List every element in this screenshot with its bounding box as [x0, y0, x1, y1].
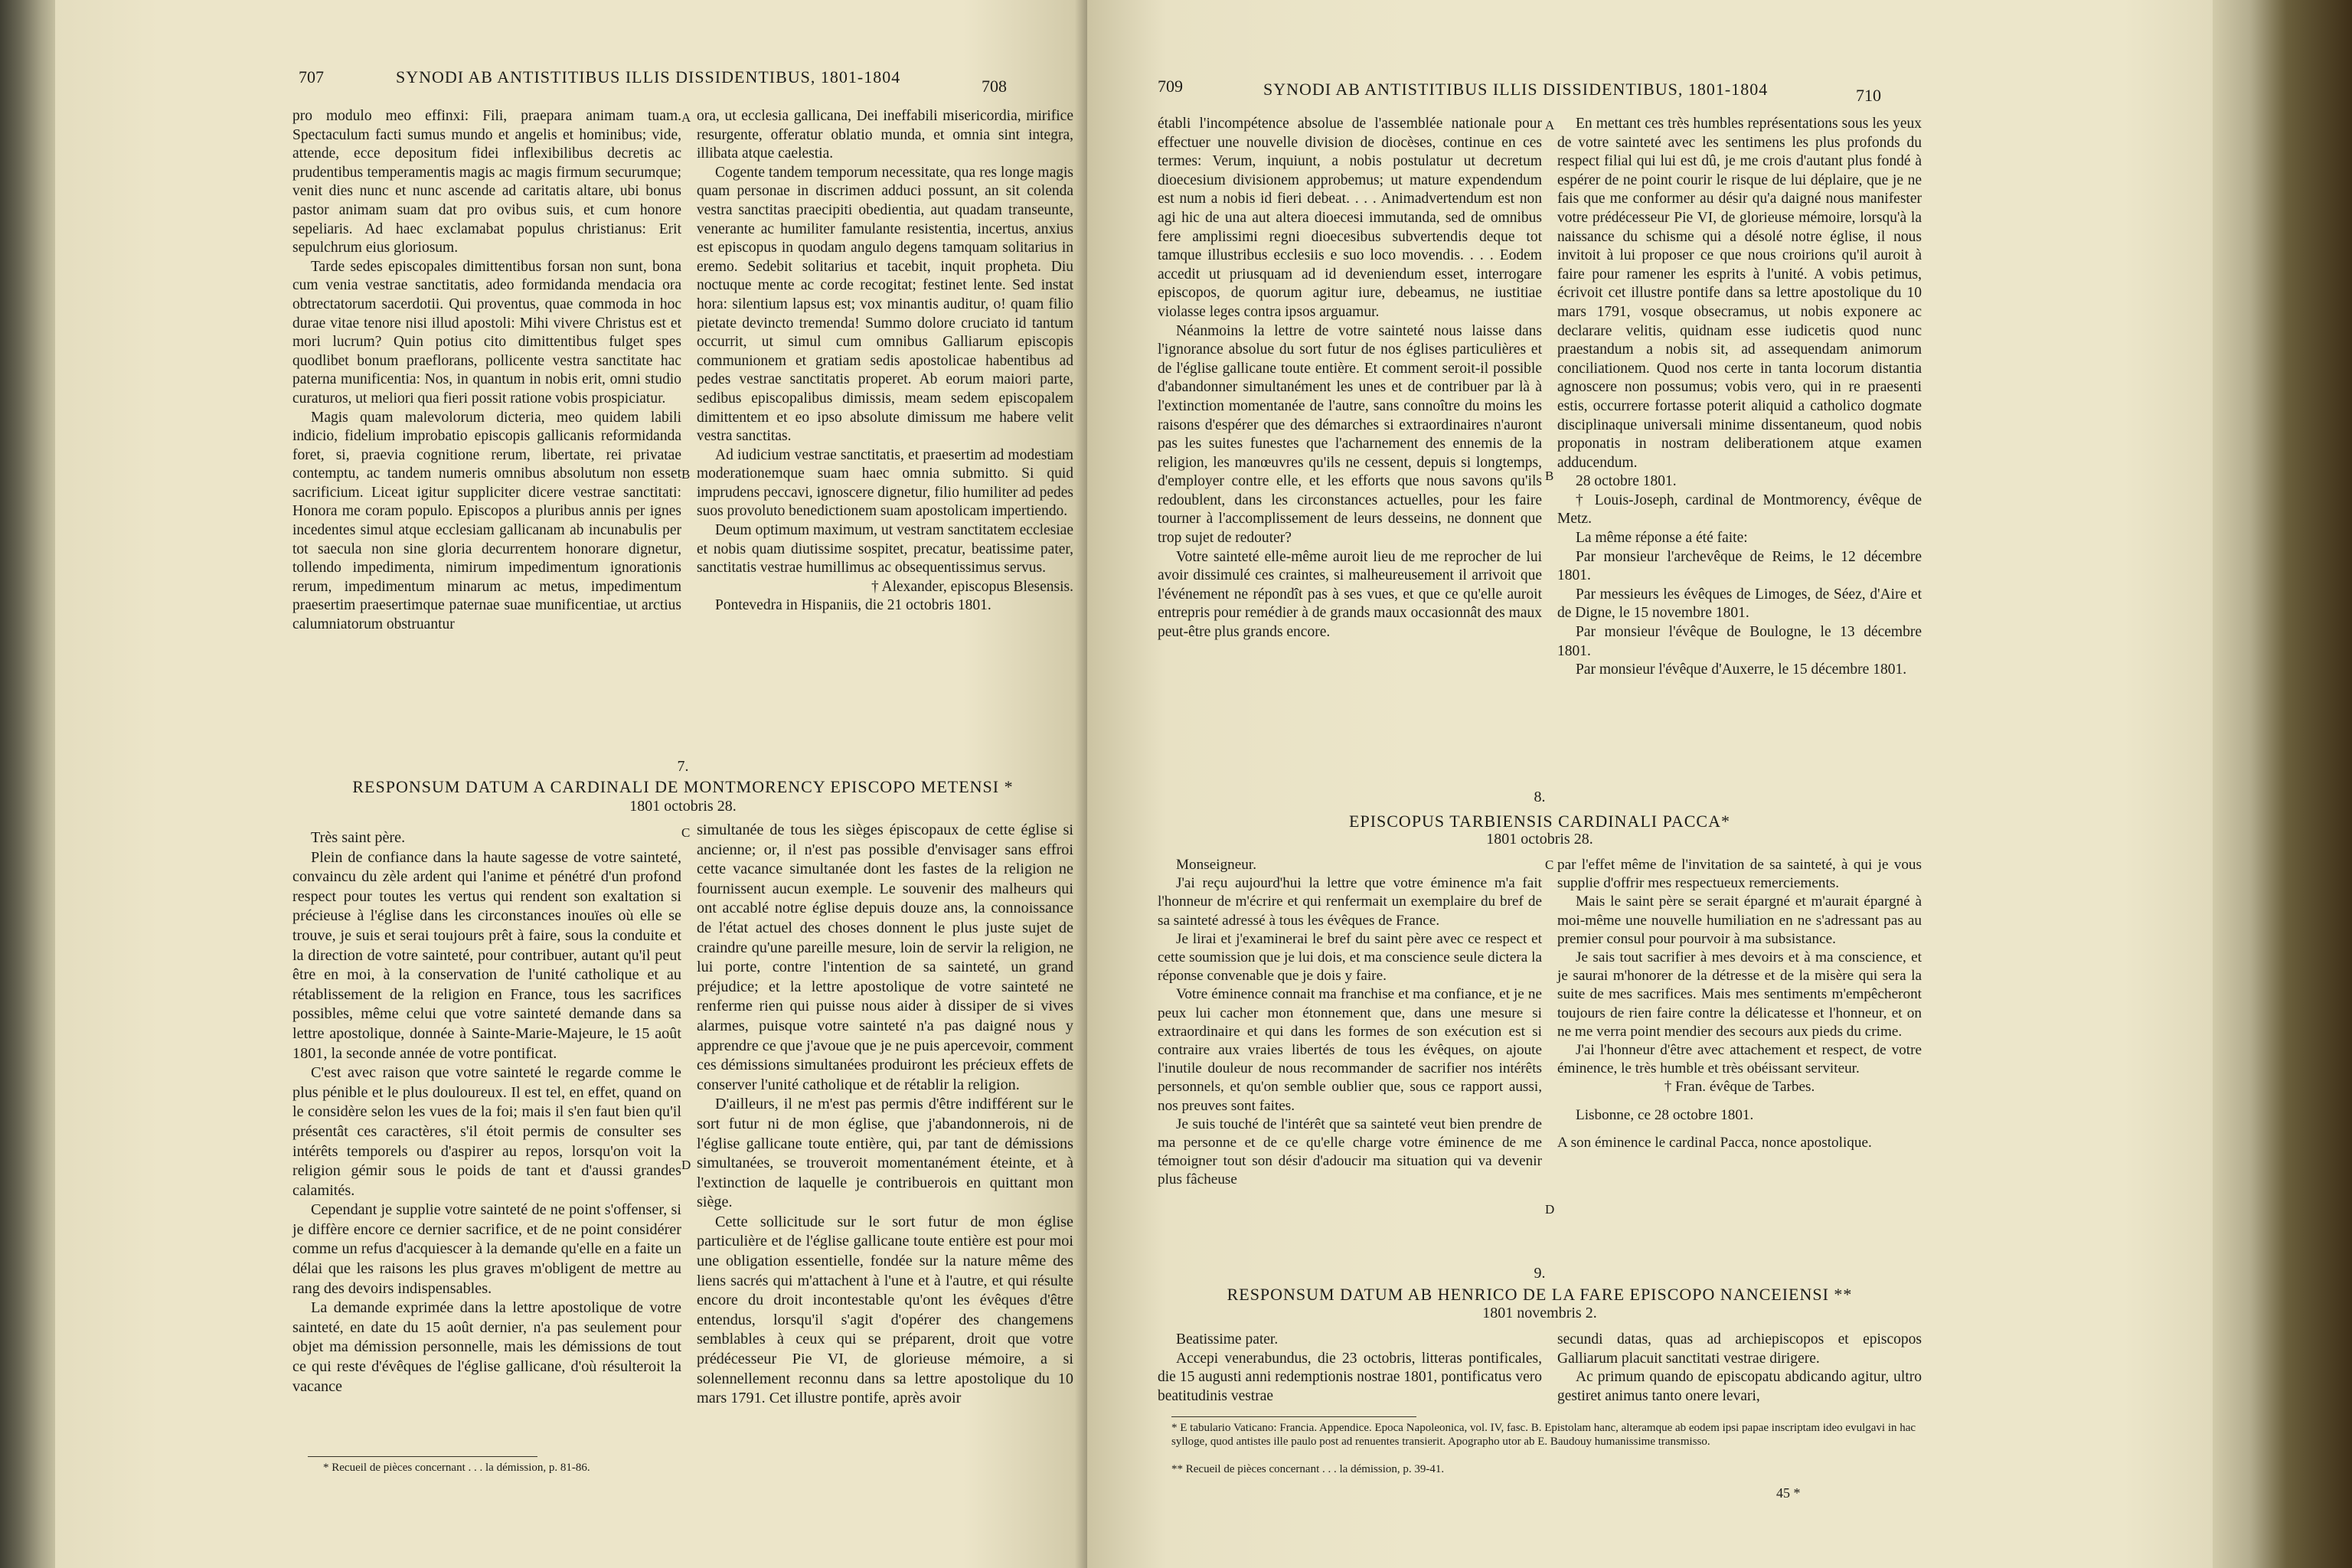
paragraph: Je lirai et j'examinerai le bref du saint père avec ce respect et cette soumission que je lui dois, et ma conscience seule dictera la réponse convenable que je dois y faire. [1158, 930, 1542, 985]
paragraph: Votre éminence connait ma franchise et ma confiance, et je ne peux lui cacher mon étonnement que, dans une mesure si extraordinaire et qui dans les formes de son exécution est si contraire aux vraies libertés de tous les évêques, on ajoute l'inutile douleur de nous recommander de sacrifier nos intérêts personnels, et qu'on semble oublier que, sous ce rapport aussi, nos preuves sont faites. [1158, 986, 1542, 1114]
paragraph: secundi datas, quas ad archiepiscopos et episcopos Galliarum placuit sanctitati vestrae dirigere. [1557, 1331, 1922, 1367]
signature: † Louis-Joseph, cardinal de Montmorency, évêque de Metz. [1557, 492, 1922, 528]
paragraph: J'ai l'honneur d'être avec attachement et respect, de votre éminence, le très humble et très obéissant serviteur. [1557, 1042, 1922, 1077]
right-page [1087, 0, 2213, 1568]
paragraph: Mais le saint père se serait épargné et m'aurait épargné à moi-même une nouvelle humiliation en ne s'adressant pas au premier consul pour pourvoir à ma subsistance. [1557, 893, 1922, 947]
salutation: Très saint père. [311, 829, 406, 846]
paragraph: Accepi venerabundus, die 23 octobris, litteras pontificales, die 15 augusti anni redemptionis nostrae 1801, pontificatus vero beatitudinis vestrae [1158, 1350, 1542, 1404]
margin-marker-a: A [681, 110, 691, 125]
document-title-9: RESPONSUM DATUM AB HENRICO DE LA FARE EPISCOPO NANCEIENSI ** [1227, 1285, 1853, 1304]
paragraph: Deum optimum maximum, ut vestram sanctitatem ecclesiae et nobis quam diutissime sospitet, precatur, beatissime pater, sanctitatis vestrae humillimus ac obsequentissimus servus. [697, 522, 1073, 577]
paragraph: simultanée de tous les sièges épiscopaux de cette église si ancienne; or, il n'est pas possible d'envisager sans effroi cette vacance simultanée dont les fastes de la religion ne fournissent aucun exemple. Le souvenir des malheurs qui ont accablé notre église depuis douze ans, la connoissance de l'état actuel des choses donnent le plus juste sujet de craindre qu'une pareille mesure, loin de servir la religion, ne lui porte, contre l'intention de sa sainteté, un grand préjudice; et la lettre apostolique de votre sainteté ne renferme rien qui puisse nous aider à dissiper de si vives alarmes, puisque votre sainteté n'a pas daigné nous y apprendre ce que j'avoue que je ne puis apercevoir, comment ces démissions simultanées produiront les précieux effets de conserver l'unité catholique et de rétablir la religion. [697, 822, 1073, 1093]
right-column-3 [1158, 856, 1542, 1190]
running-header-right: SYNODI AB ANTISTITIBUS ILLIS DISSIDENTIBUS, 1801-1804 [1263, 80, 1769, 99]
right-column-1 [1158, 115, 1542, 642]
left-column-2 [697, 107, 1073, 616]
paragraph: Tarde sedes episcopales dimittentibus forsan non sunt, bona cum venia vestrae sanctitatis, adeo formidanda mendacia ora obtrectatorum sacerdotii. Qui proventus, quae commoda in hoc durae vitae tenore nisi illud apostoli: Mihi vivere Christus est et mori lucrum? Quin potius cito dimittentibus fulget spes quodlibet bonum praeflorans, pollicente vestra sanctitate hac paterna munificentia: Nos, in quantum in nobis erit, omni studio curaturos, ut meliori qua fieri possit ratione vobis prospiciatur. [292, 258, 681, 407]
date: 28 octobre 1801. [1576, 473, 1677, 490]
right-column-6 [1557, 1331, 1922, 1406]
document-title-8: EPISCOPUS TARBIENSIS CARDINALI PACCA* [1349, 812, 1730, 831]
left-book-edge [0, 0, 60, 1568]
paragraph: Ac primum quando de episcopatu abdicando agitur, ultro gestiret animus tanto onere levari, [1557, 1369, 1922, 1404]
salutation: Monseigneur. [1176, 857, 1256, 873]
paragraph: Cette sollicitude sur le sort futur de mon église particulière et de l'église gallicane toute entière est pour moi une obligation essentielle, fondée sur la nature même des liens sacrés qui m'attachent à l'une et à l'autre, et qui résulte encore du droit incontestable qu'ont les évêques d'être entendus, lorsqu'il s'agit d'opérer des changemens semblables à ceux qui se préparent, droit que votre prédécesseur Pie VI, de glorieuse mémoire, a si solennellement reconnu dans sa lettre apostolique du 10 mars 1791. Cet illustre pontife, après avoir [697, 1213, 1073, 1407]
margin-marker-c: C [681, 825, 691, 840]
right-column-2 [1557, 115, 1922, 680]
paragraph: établi l'incompétence absolue de l'assemblée nationale pour effectuer une nouvelle division de diocèses, continue en ces termes: Verum, inquiunt, a nobis postulatur ut decretum dioecesium divisionem approbemus; ut mature expendendum est num a nobis id fieri debeat. . . . Animadvertendum est non agi hic de una aut altera dioecesi immutanda, sed de omnibus fere amplissimi regni dioecesibus subvertendis deque tot tamque illustribus ecclesiis e suo loco movendis. . . . Eodem accedit ut priusquam ad id deveniendum esset, interrogare episcopos, de quorum agitur iure, debeamus, ne iustitiae violasse leges contra ipsos arguamur. [1158, 116, 1542, 320]
place-date: Pontevedra in Hispaniis, die 21 octobris 1801. [715, 597, 991, 614]
left-column-1 [292, 107, 681, 635]
page-number-708: 708 [982, 77, 1007, 96]
addressee: A son éminence le cardinal Pacca, nonce apostolique. [1557, 1134, 1872, 1151]
paragraph: Par monsieur l'archevêque de Reims, le 12 décembre 1801. [1557, 548, 1922, 584]
right-column-5 [1158, 1331, 1542, 1406]
signature: † Alexander, episcopus Blesensis. [871, 578, 1073, 595]
document-number-9: 9. [1534, 1265, 1546, 1282]
paragraph: Par monsieur l'évêque d'Auxerre, le 15 décembre 1801. [1576, 662, 1907, 678]
paragraph: Plein de confiance dans la haute sagesse de votre sainteté, convaincu du zèle ardent qui l'anime et pénétré d'un profond respect pour toutes les vertus qui rendent son exaltation si précieuse à l'église dans les circonstances inouïes où elle se trouve, je suis et serai toujours prêt à faire, sous la conduite et la direction de votre sainteté, pour contribuer, autant qu'il peut être en moi, à la conservation de l'unité catholique et au rétablissement de la religion en France, tous les sacrifices possibles, même celui que votre sainteté demande dans sa lettre apostolique, donnée à Sainte-Marie-Majeure, le 15 août 1801, la seconde année de votre pontificat. [292, 848, 681, 1062]
right-column-4 [1557, 856, 1922, 1152]
left-page [55, 0, 1087, 1568]
right-book-edge [2207, 0, 2352, 1568]
margin-marker-b: B [681, 467, 691, 482]
place-date: Lisbonne, ce 28 octobre 1801. [1576, 1106, 1754, 1123]
left-column-4 [697, 821, 1073, 1409]
footnote: * Recueil de pièces concernant . . . la démission, p. 81-86. [323, 1462, 590, 1474]
margin-marker-b: B [1545, 469, 1554, 483]
paragraph: Cependant je supplie votre sainteté de ne point s'offenser, si je diffère encore ce dernier sacrifice, et de ne point considérer comme un refus d'acquiescer à la demande qu'elle en a faite un délai que les raisons les plus graves m'obligent de mettre au rang des devoirs indispensables. [292, 1201, 681, 1297]
footnote-rule [1171, 1416, 1416, 1417]
paragraph: Magis quam malevolorum dicteria, meo quidem labili indicio, fidelium improbatio episcopis gallicanis reformidanda foret, si, praevia cognitione rerum, libertate, rei privatae contemptu, ac tandem numeris omnibus absolutum non esset sacrificium. Liceat igitur suppliciter dicere vestrae sanctitati: Honora me coram populo. Episcopos a pluribus annis per ignes incedentes simul atque ecclesiam gallicanam ab incunabulis per tot saecula non sine gloria decurrentem honorare dignetur, tollendo impedimenta, nimirum impedimentum ignorationis rerum, impedimentum minarum ac metus, impedimentum praesertim praesertimque paternae suae munificentiae, ut arctius calumniatorum obstruantur [292, 409, 681, 633]
document-date-7: 1801 octobris 28. [629, 798, 737, 815]
paragraph: Néanmoins la lettre de votre sainteté nous laisse dans l'ignorance absolue du sort futur de nos églises particulières et de l'église gallicane toute entière. Et comment seroit-il possible d'abandonner simultanément les unes et de contribuer par là à l'extinction momentanée de l'autre, sans connoître du moins les raisons d'espérer que des démarches si extraordinaires n'auront pas les suites funestes que l'acharnement des ennemis de la religion, les manœuvres qu'ils ne cessent, depuis si longtemps, d'employer contre elle, et les efforts que nous savons qu'ils redoublent, dans les circonstances actuelles, pour les faire tourner à l'accomplissement de leurs desseins, ne donnent que trop sujet de redouter? [1158, 322, 1542, 547]
paragraph: Par messieurs les évêques de Limoges, de Séez, d'Aire et de Digne, le 15 novembre 1801. [1557, 586, 1922, 622]
document-date-9: 1801 novembris 2. [1482, 1305, 1597, 1321]
paragraph: Ad iudicium vestrae sanctitatis, et praesertim ad modestiam moderationemque suam haec omnia submitto. Si quid imprudens peccavi, ignoscere dignetur, filio humiliter ad pedes suos provoluto benedictionem suam apostolicam impertiendo. [697, 446, 1073, 520]
margin-marker-c: C [1545, 858, 1554, 872]
paragraph: D'ailleurs, il ne m'est pas permis d'être indifférent sur le sort futur ni de mon église, que j'abandonnerois, ni de l'église gallicane toute entière, qui, par tant de démissions simultanées, se trouveroit momentanément éteinte, et à l'extinction de laquelle je contribuerois en quittant mon siège. [697, 1096, 1073, 1211]
page-number-709: 709 [1158, 77, 1183, 96]
paragraph: J'ai reçu aujourd'hui la lettre que votre éminence m'a fait l'honneur de m'écrire et qui renfermait un exemplaire du bref de sa sainteté adressé à tous les évêques de France. [1158, 875, 1542, 929]
paragraph: La demande exprimée dans la lettre apostolique de votre sainteté, en date du 15 août dernier, n'a pas seulement pour objet ma démission personnelle, mais les démissions de tout ce qui reste d'évêques de l'église gallicane, d'où résulteroit la vacance [292, 1299, 681, 1395]
left-column-3 [292, 828, 681, 1396]
paragraph: Je sais tout sacrifier à mes devoirs et à ma conscience, et je saurai m'honorer de la détresse et de la misère qui sera la suite de mes sacrifices. Mais mes sentiments m'empêcheront toujours de rien faire contre la délicatesse et l'honneur, et on ne me verra point mendier des secours aux pieds du crime. [1557, 949, 1922, 1040]
signature-mark: 45 * [1776, 1485, 1801, 1501]
signature: † Fran. évêque de Tarbes. [1664, 1079, 1815, 1096]
page-number-710: 710 [1856, 86, 1881, 105]
page-number-707: 707 [299, 67, 324, 87]
paragraph: Par monsieur l'évêque de Boulogne, le 13 décembre 1801. [1557, 624, 1922, 659]
paragraph: ora, ut ecclesia gallicana, Dei ineffabili misericordia, mirifice resurgente, offeratur oblatio munda, et omnia sint integra, illibata atque caelestia. [697, 108, 1073, 162]
paragraph: Je suis touché de l'intérêt que sa sainteté veut bien prendre de ma personne et de ce qu'elle charge votre éminence de me témoigner tout son désir d'adoucir ma situation qui va devenir plus fâcheuse [1158, 1116, 1542, 1188]
paragraph: Cogente tandem temporum necessitate, qua res longe magis quam personae in discrimen adduci possunt, an sit colenda vestra sanctitas praecipiti obedientia, aut quadam transeunte, venerante ac humiliter famulante resistentia, incertus, anxius est episcopus in quodam angulo degens tamquam solitarius in eremo. Sedebit solitarius et tacebit, inquit propheta. Diu noctuque mente ac corde recogitat; festinet lente. Sed instat hora: silentium lapsus est; vox minantis auditur, o! quam filio pietate devincto tremenda! Summo dolore cruciato id tantum occurrit, ut simul cum omnibus Galliarum episcopis communionem et gratiam sedis apostolicae habentibus ad pedes vestrae sanctitatis properet. Ab eorum maiori parte, sedibus episcopalibus dimissis, meam sedem episcopalem dimittentem et eo ipso absolute dimissum me habere velit vestra sanctitas. [697, 164, 1073, 445]
document-number-7: 7. [677, 758, 689, 775]
paragraph: C'est avec raison que votre sainteté le regarde comme le plus pénible et le plus douloureux. Il est tel, en effet, quand on le considère selon les vues de la foi; mais il s'en faut bien qu'il présentât ces caractères, s'il étoit permis de consulter ses intérêts temporels ou d'aspirer au repos, lorsqu'on voit la religion gémir sous le poids de tant et d'aussi grandes calamités. [292, 1064, 681, 1199]
paragraph: par l'effet même de l'invitation de sa sainteté, à qui je vous supplie d'offrir mes respectueux remerciements. [1557, 857, 1922, 892]
footnote-2: ** Recueil de pièces concernant . . . la démission, p. 39-41. [1171, 1463, 1445, 1475]
document-date-8: 1801 octobris 28. [1486, 831, 1593, 848]
margin-marker-a: A [1545, 118, 1555, 132]
margin-marker-d: D [681, 1158, 691, 1172]
document-number-8: 8. [1534, 789, 1546, 805]
footnote-rule [308, 1456, 537, 1457]
margin-marker-d: D [1545, 1202, 1555, 1217]
salutation: Beatissime pater. [1176, 1331, 1279, 1348]
footnote-1: * E tabulario Vaticano: Francia. Appendice. Epoca Napoleonica, vol. IV, fasc. B. Epistolam hanc, alteramque ab eodem ipsi papae inscriptam ideo evulgavi in hac sylloge, quod antistes ille paulo post ad renuentes transierit. Apographo utor ab E. Baudouy humanissime transmisso. [1171, 1422, 1916, 1448]
paragraph: Votre sainteté elle-même auroit lieu de me reprocher de lui avoir dissimulé ces craintes, si malheureusement il arrivoit que l'événement ne répondît pas à ses vues, et que ce qu'elle auroit entrepris pour remédier à de grands maux occasionnât des maux peut-être plus grands encore. [1158, 548, 1542, 641]
running-header-left: SYNODI AB ANTISTITIBUS ILLIS DISSIDENTIBUS, 1801-1804 [396, 67, 901, 87]
paragraph: pro modulo meo effinxi: Fili, praepara animam tuam. Spectaculum facti sumus mundo et angelis et hominibus; vide, attende, ecce depositum fidei inflexibilibus decretis ac prudentibus temperamentis magis ac magis firmum securumque; venit dies nunc et nunc ascende ad caritatis altare, ubi bonus pastor animam suam dat pro ovibus suis, et cum honore sepeliaris. Ad haec exclamabat populus christianus: Erit sepulchrum eius gloriosum. [292, 108, 681, 256]
paragraph: La même réponse a été faite: [1576, 530, 1748, 547]
document-title-7: RESPONSUM DATUM A CARDINALI DE MONTMORENCY EPISCOPO METENSI * [352, 777, 1014, 796]
paragraph: En mettant ces très humbles représentations sous les yeux de votre sainteté avec les sentimens les plus profonds du respect filial qui lui est dû, je me crois d'autant plus fondé à espérer de ne point courir le risque de lui déplaire, que je ne fais que me conformer au désir qu'a daigné nous manifester votre prédécesseur Pie VI, de glorieuse mémoire, lorsqu'à la naissance du schisme qui a désolé notre église, il nous invitoit à lui proposer ce que nous croirions qu'il auroit à faire pour ramener les esprits à l'unité. A vobis petimus, écrivoit cet illustre pontife dans sa lettre apostolique du 10 mars 1791, vosque obsecramus, ut nobis exponere ac declarare velitis, quidnam esse iudicetis quod nunc praestandum a nobis sit, ad assequendam animorum conciliationem. Quod nos certe in tanta locorum distantia agnoscere non possumus; vobis vero, qui in re praesenti estis, occurrere fortasse poterit aliquid a catholico dogmate disciplinaque universali minime dissentaneum, quod nobis proponatis in nostram deliberationem atque examen adducendum. [1557, 116, 1922, 471]
